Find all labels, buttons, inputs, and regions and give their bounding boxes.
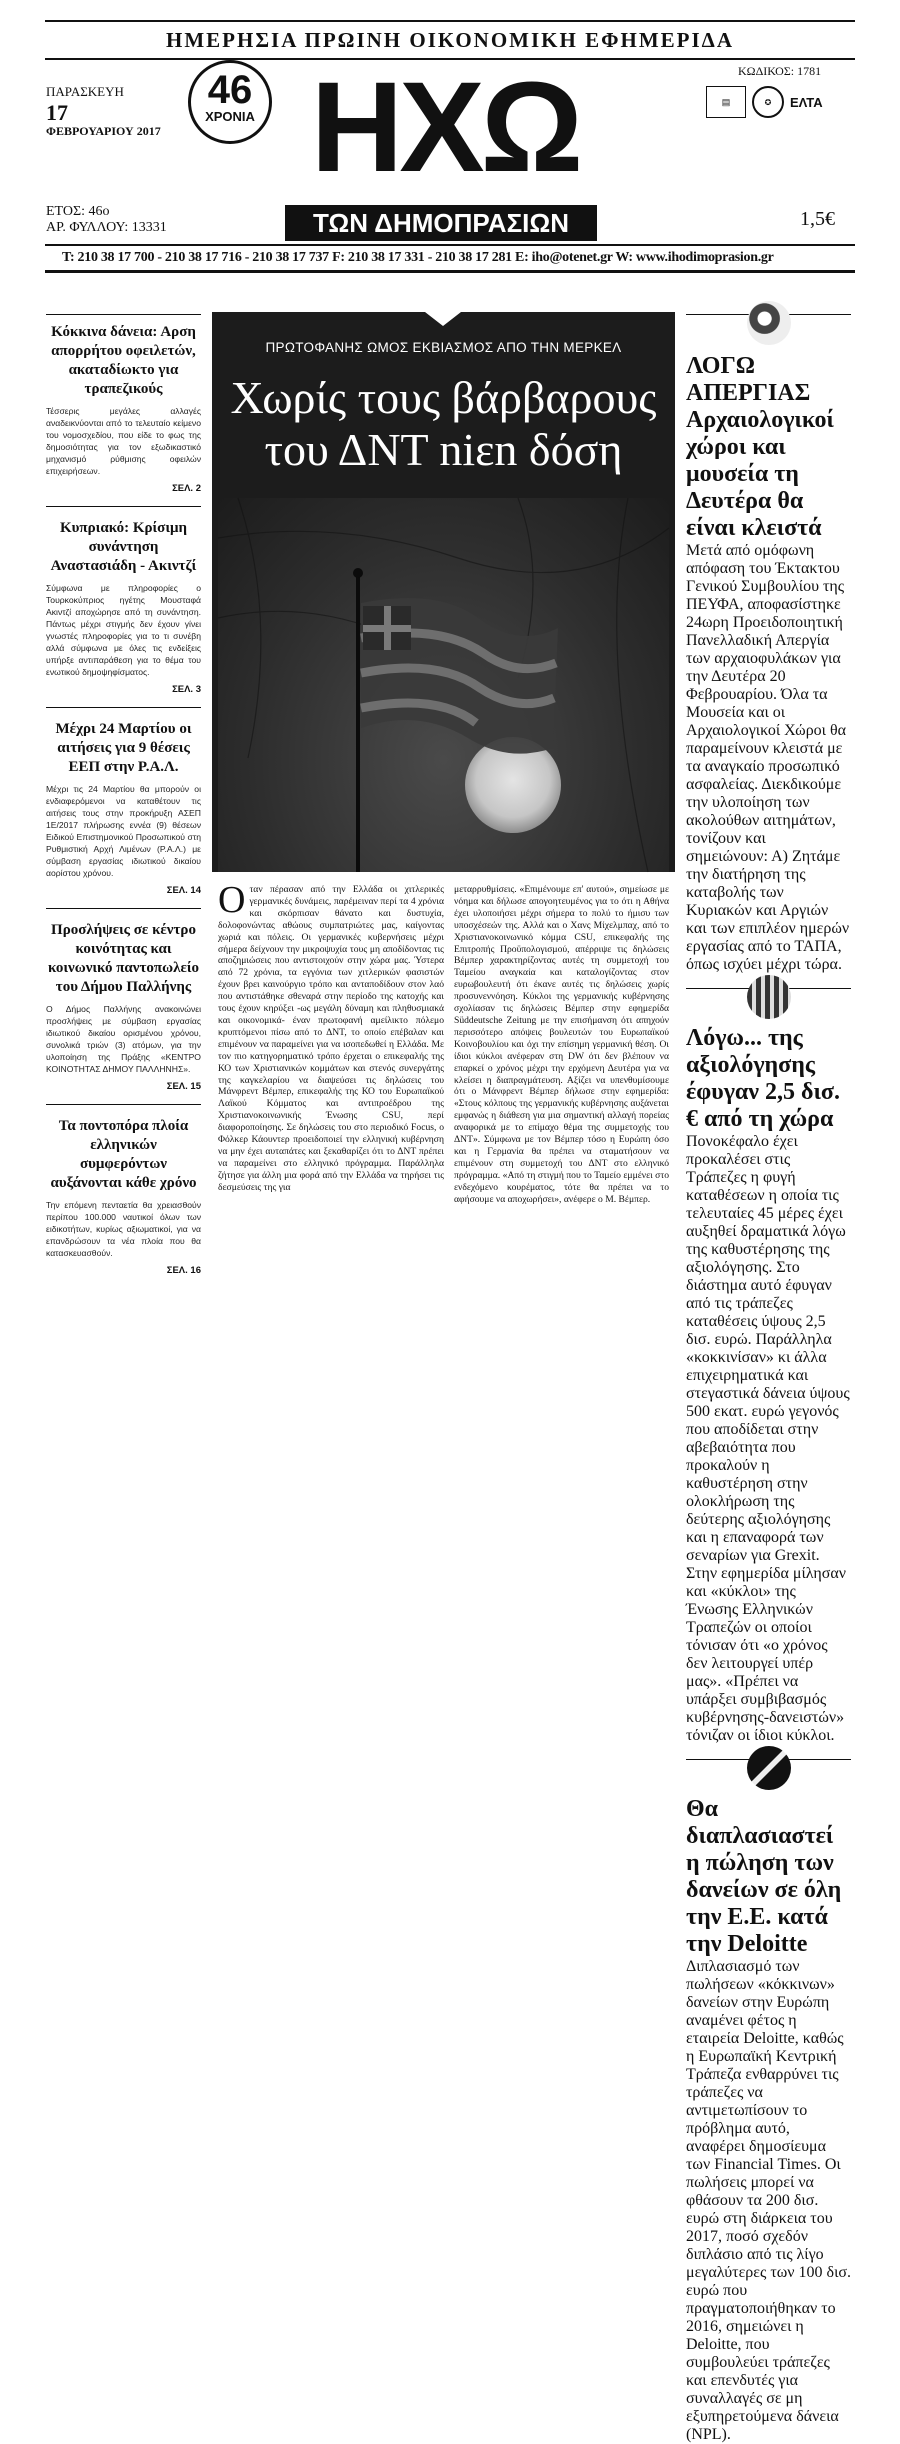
- story-body: Μετά από ομόφωνη απόφαση του Έκτακτου Γενικού Συμβουλίου της ΠΕΥΦΑ, αποφασίστηκε 24ωρη Προειδοποιητική Πανελλαδική Απεργία των αρχαιοφυλάκων για την Δευτέρα 20 Φεβρουαρίου. Όλα τα Μουσεία και οι Αρχαιολογικοί Χώροι θα παραμείνουν κλειστά με τα αναγκαίο προσωπικό ασφαλείας. Διεκδικούμε την υλοποίηση των ακολούθων αιτημάτων, τονίζουν και σημειώνουν: Α) Ζητάμε την διατήρηση της καταβολής των Κυριακών και Αργιών και των επιπλέον ημερών εργασίας από το ΤΑΠΑ, όπως ισχύει μέχρι τώρα.: [686, 542, 850, 973]
- right-column: [686, 314, 851, 2444]
- story-title: Προσλήψεις σε κέντρο κοινότητας και κοινωνικό παντοπωλείο του Δήμου Παλλήνης: [47, 922, 200, 995]
- story-title: ΛΟΓΩ ΑΠΕΡΓΙΑΣ Αρχαιολογικοί χώροι και μουσεία τη Δευτέρα θα είναι κλειστά: [686, 353, 834, 541]
- flag-icon: [361, 598, 558, 754]
- story-title: Τα ποντοπόρα πλοία ελληνικών συμφερόντων αυξάνονται κάθε χρόνο: [50, 1118, 197, 1191]
- story-body: Μέχρι τις 24 Μαρτίου θα μπορούν οι ενδιαφερόμενοι να καταθέτουν τις αιτήσεις τους στην προκήρυξη ΑΣΕΠ 1Ε/2017 πλήρωσης εννέα (9) θέσεων Ειδικού Επιστημονικού Προσωπικού στη Ρυθμιστική Αρχή Λιμένων (Ρ.Α.Λ.) με σύμβαση εργασίας ιδιωτικού δικαίου αορίστου χρόνου.: [46, 784, 201, 878]
- story-title: Θα διαπλασιαστεί η πώληση των δανείων σε όλη την Ε.Ε. κατά την Deloitte: [686, 1796, 842, 1957]
- left-story[interactable]: [46, 720, 201, 909]
- story-divider: [46, 1104, 201, 1105]
- story-title: Λόγω... της αξιολόγησης έφυγαν 2,5 δισ. € από τη χώρα: [686, 1025, 840, 1132]
- story-divider: [46, 707, 201, 708]
- left-column: [46, 314, 201, 1276]
- headline-line-1: Χωρίς τους βάρβαρους: [230, 372, 657, 423]
- badge-number: 46: [207, 68, 253, 112]
- issue-number: ΑΡ. ΦΥΛΛΟΥ: 13331: [46, 220, 167, 235]
- elta-logo: ΕΛΤΑ: [790, 94, 823, 110]
- page-ref: ΣΕΛ. 16: [166, 1265, 201, 1276]
- left-story[interactable]: [46, 1117, 201, 1276]
- story-title: Κόκκινα δάνεια: Αρση απορρήτου οφειλετών, ακαταδίωκτο για τραπεζικούς: [51, 324, 196, 397]
- page-ref: ΣΕΛ. 14: [166, 885, 201, 896]
- story-body: Την επόμενη πενταετία θα χρειασθούν περίπου 100.000 ναυτικοί όλων των ειδικοτήτων, κυρίως αξιωματικοί, για να επανδρώσουν τα νέα πλοία που θα κατασκευασθούν.: [46, 1200, 201, 1258]
- right-story[interactable]: [686, 353, 851, 974]
- certificate-stamp-icon: ▤: [706, 86, 746, 118]
- headline-line-2: του ΔΝΤ niεn δόση: [264, 424, 623, 475]
- tagline: ΗΜΕΡΗΣΙΑ ΠΡΩΙΝΗ ΟΙΚΟΝΟΜΙΚΗ ΕΦΗΜΕΡΙΔΑ: [166, 28, 734, 52]
- anniversary-badge: [188, 60, 272, 144]
- page-ref: ΣΕΛ. 15: [166, 1081, 201, 1092]
- left-story[interactable]: [46, 323, 201, 507]
- right-story[interactable]: [686, 1796, 851, 2444]
- coins-icon: [747, 975, 791, 1019]
- story-divider: [46, 908, 201, 909]
- story-title: Κυπριακό: Κρίσιμη συνάντηση Αναστασιάδη - Ακιντζί: [50, 520, 197, 574]
- lead-body-col-1: [218, 879, 444, 1194]
- page-ref: ΣΕΛ. 3: [172, 684, 201, 695]
- issue-date: 17: [46, 100, 68, 125]
- column-top-rule: [46, 314, 201, 315]
- drop-cap: Ο: [218, 879, 246, 921]
- publication-code: ΚΩΔΙΚΟΣ: 1781: [738, 64, 822, 78]
- left-story[interactable]: [46, 519, 201, 708]
- left-story[interactable]: [46, 921, 201, 1105]
- lead-body-col-2: μεταρρυθμίσεις. «Επιμένουμε επ' αυτού», σημείωσε με νόημα και δήλωσε απογοητευμένος για το ότι η Αθήνα έχει υλοποιήσει μέχρι σήμερα το πολύ το ήμισυ των υποσχέσεών της. Αλλά και ο Χανς Μίχελμπαχ, από το Χριστιανοκοινωνικό κόμμα CSU, επικεφαλής της Επιτροπής Προϋπολογισμού, απέρριψε τις δηλώσεις Βέμπερ χαρακτηρίζοντας αυτές τη συμμετοχή του Ταμείου αναγκαία και καταλογίζοντας στον ευρωβουλευτή ότι έκανε αυτές τις δηλώσεις χωρίς προσυνεννόηση. Κύκλοι της γερμανικής κυβέρνησης σχολίασαν τις δηλώσεις Βέμπερ στην εφημερίδα Süddeutsche Zeitung με την επισήμανση ότι απηχούν περισσότερο απόψεις βουλευτών του Ευρωπαϊκού Κοινοβουλίου και όχι την επίσημη γερμανική θέση. Οι ίδιοι κύκλοι ανέφεραν στη DW ότι δεν βλέπουν να επαρκεί ο χρόνος μέχρι την ερχόμενη Δευτέρα για να κλείσει η διαπραγμάτευση. Αξίζει να υπενθυμίσουμε ότι ο Μάνφρεντ Βέμπερ δήλωσε στην εφημερίδα: «Στους κόλπους της γερμανικής κυβέρνησης αυξάνεται εμφανώς η διάθεση για μια σημαντική αλλαγή πορείας αναφορικά με το επίμαχο θέμα της συμμετοχής του ΔΝΤ». Σύμφωνα με τον Βέμπερ τόσο η Ευρώπη όσο και η Γερμανία θα πρέπει να σταματήσουν να επιμένουν στη συμμετοχή του ΔΝΤ στο ελληνικό πρόγραμμα. «Από τη στιγμή που το Ταμείο εμμένει στο ενδεχόμενο κουρέματος, τότε θα πρέπει να το αφήσουμε να αποχωρήσει», ανέφερε ο Μ. Βέμπερ.: [454, 884, 669, 1205]
- masthead-logo: ΗΧΩ: [310, 56, 580, 199]
- contact-line: T: 210 38 17 700 - 210 38 17 716 - 210 38 17 737 F: 210 38 17 331 - 210 38 17 281 E: iho@otenet.gr W: www.ihodimoprasion.gr: [62, 250, 774, 265]
- story-body: Τέσσερις μεγάλες αλλαγές αναδεικνύονται από το τελευταίο κείμενο του νομοσχεδίου, που είδε το φως της δημοσιότητας για τον εξωδικαστικό μηχανισμό ρύθμισης οφειλών επιχειρήσεων.: [46, 406, 201, 476]
- contact-top-rule: [45, 244, 855, 246]
- page-ref: ΣΕΛ. 2: [172, 483, 201, 494]
- seal-icon: ✪: [752, 86, 784, 118]
- lead-photo: [218, 498, 669, 872]
- right-story[interactable]: [686, 1025, 851, 1745]
- story-divider: [46, 506, 201, 507]
- top-rule: [45, 20, 855, 22]
- lead-text-1: ταν πέρασαν από την Ελλάδα οι χιτλερικές γερμανικές δυνάμεις, παρέμειναν περί τα 4 χρόνια και σκόρπισαν θάνατο και δυστυχία, δολοφονώντας αθώους συμπατριώτες μας, καίγοντας χωριά και πόλεις. Οι γερμανικές κυβερνήσεις μέχρι σήμερα δείχνουν την μικροψυχία τους μη αποδίδοντας τις αποζημιώσεις που αντιστοιχούν στην χώρα μας. Ύστερα από 72 χρόνια, τα εγγόνια των χιτλερικών φασιστών έχουν βρει καινούργιο τρόπο και ανταποδίδουν στον λαό που αντιστάθηκε σθεναρά στην περίοδο της κατοχής και τους έχουν κηρύξει -ως μεγάλη δύναμη και πληθυσμιακά και οικονομικά- έναν πρωτοφανή αμείλικτο πόλεμο κρυπτόμενοι πίσω από το ΔΝΤ, το οποίο επέβαλαν και επιμένουν να παραμείνει για να ισοπεδωθεί η Ελλάδα. Με τον πιο κατηγορηματικό τρόπο έρχεται ο επικεφαλής της ΚΟ των Χριστιανικών κομμάτων και στενός συνεργάτης της καγκελαρίου να διαψεύσει τις δηλώσεις του Μάνφρεντ Βέμπερ, επικεφαλής της ΚΟ του Ευρωπαϊκού Λαϊκού Κόμματος και αντιπροέδρου της Χριστιανοκοινωνικής Ένωσης CSU, περί διαφοροποίησης. Σε δηλώσεις του στο περιοδικό Focus, ο Φόλκερ Κάουντερ προειδοποιεί την ελληνική κυβέρνηση να μην έχει αυταπάτες και ξεκαθαρίζει ότι το ΔΝΤ πρέπει να παραμείνει στο ελληνικό πρόγραμμα. Παράλληλα ζήτησε για άλλη μια φορά από την Ελλάδα να τηρήσει τις δεσμεύσεις της για: [218, 884, 444, 1193]
- issue-day: ΠΑΡΑΣΚΕΥΗ: [46, 84, 124, 99]
- columns-icon: [747, 301, 791, 345]
- lead-kicker: ΠΡΩΤΟΦΑΝΗΣ ΩΜΟΣ ΕΚΒΙΑΣΜΟΣ ΑΠΟ ΤΗΝ ΜΕΡΚΕΛ: [265, 340, 622, 355]
- price: 1,5€: [800, 208, 835, 230]
- badge-text: ΧΡΟΝΙΑ: [205, 109, 255, 124]
- bank-sign-icon: [747, 1746, 791, 1790]
- certification-logos: [706, 84, 836, 120]
- chevron-down-icon: [425, 312, 461, 326]
- story-body: Σύμφωνα με πληροφορίες ο Τουρκοκύπριος ηγέτης Μουσταφά Ακιντζί αποχώρησε από τη συνάντηση. Πάντως μέχρι στιγμής δεν έχουν γίνει γνωστές πληροφορίες για το τι συνέβη αλλά σύμφωνα με όλες τις ενδείξεις υπήρξε αντιπαράθεση για το θέμα του ενωτικού δημοψηφίσματος.: [46, 583, 201, 677]
- contact-bottom-rule: [45, 270, 855, 273]
- flag-moon-photo: [218, 498, 669, 872]
- story-title: Μέχρι 24 Μαρτίου οι αιτήσεις για 9 θέσεις ΕΕΠ στην Ρ.Α.Λ.: [55, 721, 192, 775]
- story-body: Πονοκέφαλο έχει προκαλέσει στις Τράπεζες η φυγή καταθέσεων η οποία τις τελευταίες 45 μέρες έχει αυξηθεί δραματικά λόγω της καθυστέρησης της αξιολόγησης. Στο διάστημα αυτό έφυγαν από τις τράπεζες καταθέσεις ύψους 2,5 δισ. ευρώ. Παράλληλα «κοκκινίσαν» κι άλλα επιχειρηματικά και στεγαστικά δάνεια ύψους 500 εκατ. ευρώ γεγονός που αποδίδεται στην αβεβαιότητα που προκαλούν η καθυστέρηση στην ολοκλήρωση της δεύτερης αξιολόγησης και η επαναφορά των σεναρίων για Grexit. Στην εφημερίδα μίλησαν και «κύκλοι» της Ένωσης Ελληνικών Τραπεζών οι οποίοι τόνισαν ότι «ο χρόνος δεν λειτουργεί υπέρ μας». «Πρέπει να υπάρξει συμβιβασμός κυβέρνησης-δανειστών» τόνιζαν οι ίδιοι κύκλοι.: [686, 1133, 850, 1744]
- masthead-subtitle: ΤΩΝ ΔΗΜΟΠΡΑΣΙΩΝ: [285, 205, 597, 241]
- story-body: Διπλασιασμό των πωλήσεων «κόκκινων» δανείων στην Ευρώπη αναμένει φέτος η εταιρεία Deloitte, καθώς η Ευρωπαϊκή Κεντρική Τράπεζα ενθαρρύνει τις τράπεζες να αντιμετωπίσουν το πρόβλημα αυτό, αναφέρει δημοσίευμα των Financial Times. Οι πωλήσεις μπορεί να φθάσουν τα 200 δισ. ευρώ στη διάρκεια του 2017, ποσό σχεδόν διπλάσιο από τις λίγο μεγαλύτερες των 100 δισ. ευρώ που πραγματοποιήθηκαν το 2016, σημειώνει η Deloitte, που συμβουλεύει τράπεζες και επενδυτές για συναλλαγές σε μη εξυπηρετούμενα δάνεια (NPL).: [686, 1958, 851, 2443]
- publication-year: ΕΤΟΣ: 46ο: [46, 204, 110, 219]
- story-body: Ο Δήμος Παλλήνης ανακοινώνει προσλήψεις με σύμβαση εργασίας ιδιωτικού δικαίου ορισμένου χρόνου, συνολικά τριών (3) ατόμων, για την υλοποίηση της Πράξης «ΚΕΝΤΡΟ ΚΟΙΝΟΤΗΤΑΣ ΔΗΜΟΥ ΠΑΛΛΗΝΗΣ».: [46, 1004, 201, 1074]
- lead-headline[interactable]: [212, 372, 675, 476]
- issue-month: ΦΕΒΡΟΥΑΡΙΟΥ 2017: [46, 124, 161, 138]
